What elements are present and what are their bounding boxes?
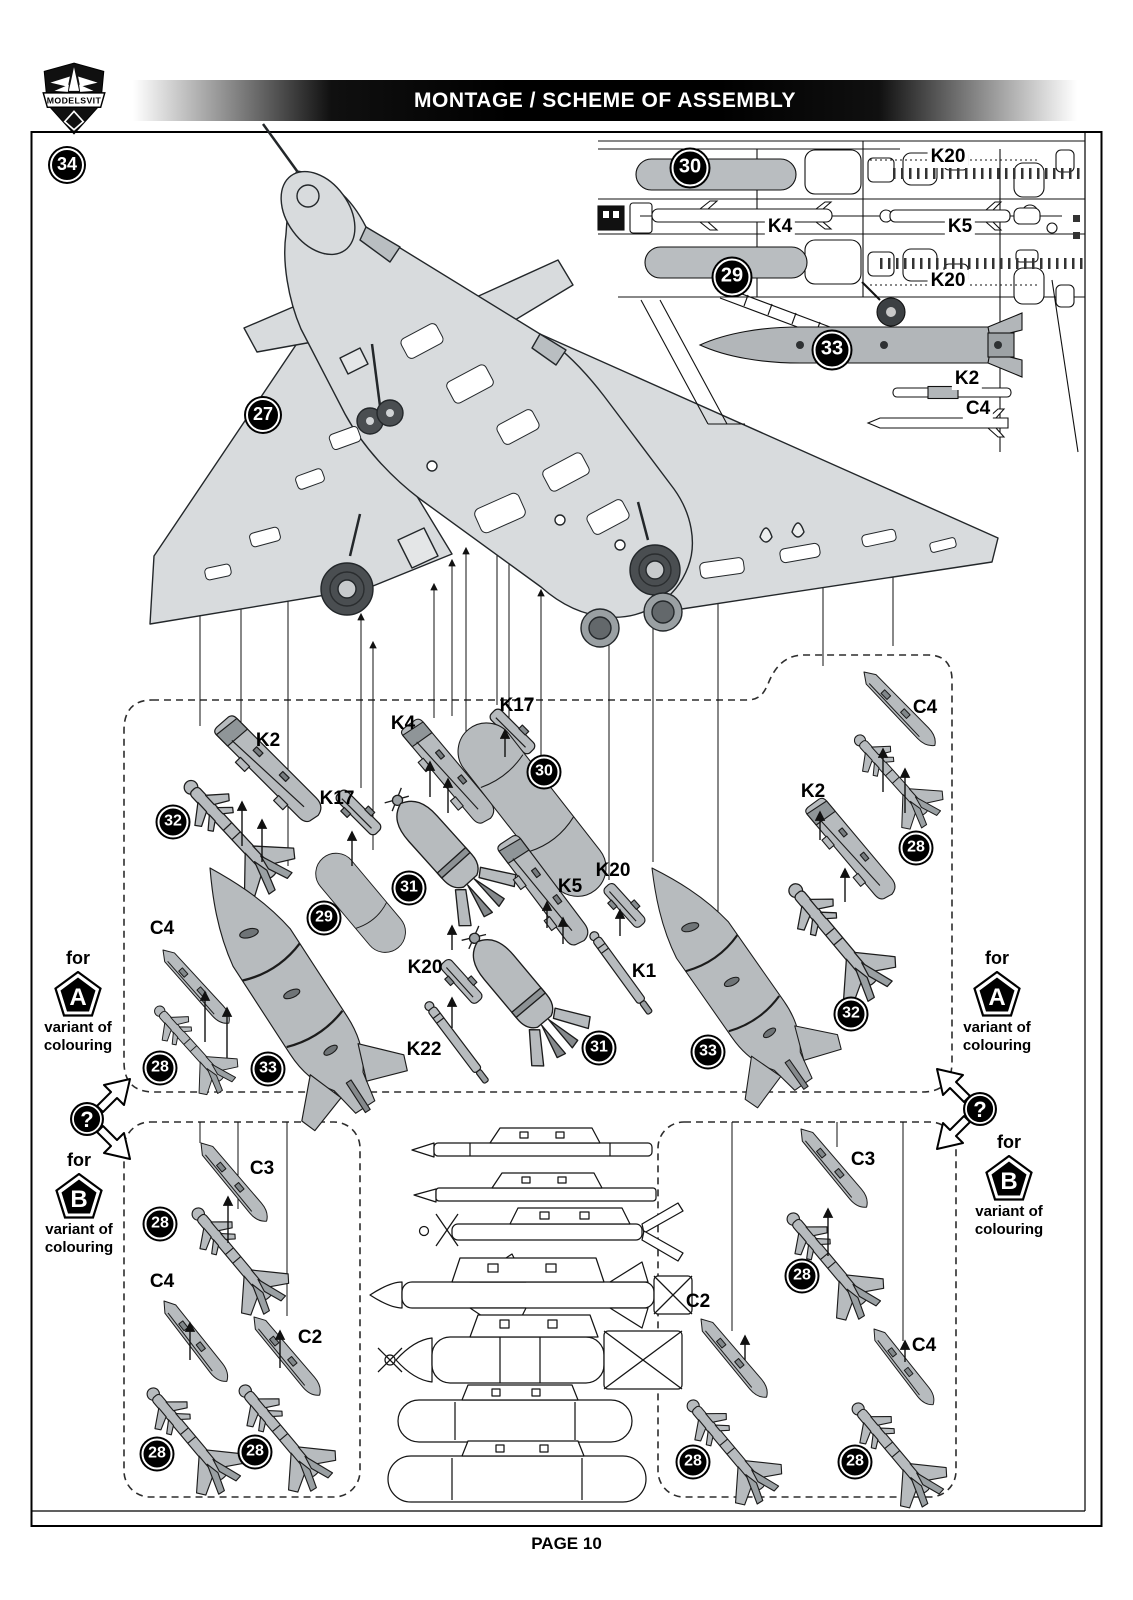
- svg-text:A: A: [69, 984, 87, 1011]
- part-label-k20: K20: [407, 957, 443, 978]
- for-label: for: [997, 1132, 1021, 1152]
- callout-28: 28: [142, 1439, 173, 1470]
- part-label-c2: C2: [685, 1291, 711, 1312]
- callout-28: 28: [145, 1053, 176, 1084]
- callout-28: 28: [840, 1447, 871, 1478]
- variant-note-text: variant of colouring: [974, 1203, 1044, 1238]
- part-label-k2: K2: [255, 730, 281, 751]
- callout-31: 31: [584, 1033, 615, 1064]
- callout-34: 34: [50, 148, 84, 182]
- part-label-c4: C4: [911, 1335, 937, 1356]
- part-label-k17: K17: [319, 788, 355, 809]
- pentagon-b-icon: [55, 1173, 103, 1219]
- colouring-choice-question-icon: [920, 1049, 1040, 1169]
- part-label-c4: C4: [149, 1271, 175, 1292]
- pentagon-a-icon: [54, 971, 102, 1017]
- part-label-c4: C4: [912, 697, 938, 718]
- part-label-c4: C4: [149, 918, 175, 939]
- callout-32: 32: [158, 807, 189, 838]
- svg-text:B: B: [70, 1186, 88, 1213]
- variant-note-text: variant of colouring: [962, 1019, 1032, 1054]
- part-label-c4: C4: [963, 398, 993, 420]
- callout-27: 27: [246, 398, 280, 432]
- callout-33: 33: [693, 1037, 724, 1068]
- callout-28: 28: [901, 833, 932, 864]
- callout-32: 32: [836, 999, 867, 1030]
- part-label-k5: K5: [945, 216, 975, 238]
- for-label: for: [67, 1150, 91, 1170]
- part-label-k20: K20: [595, 860, 631, 881]
- part-label-k22: K22: [406, 1039, 442, 1060]
- part-label-k2: K2: [800, 781, 826, 802]
- part-label-c3: C3: [850, 1149, 876, 1170]
- for-label: for: [66, 948, 90, 968]
- stores-outline-profiles: [370, 1128, 692, 1502]
- callout-28: 28: [678, 1447, 709, 1478]
- part-label-k4: K4: [765, 216, 795, 238]
- callout-28: 28: [240, 1437, 271, 1468]
- part-label-k20: K20: [928, 270, 969, 292]
- svg-text:A: A: [988, 984, 1006, 1011]
- aircraft-bottom-view: [150, 124, 998, 647]
- callout-30: 30: [529, 757, 560, 788]
- callout-29: 29: [309, 903, 340, 934]
- svg-text:?: ?: [80, 1107, 94, 1132]
- callout-33: 33: [814, 332, 851, 369]
- callout-29: 29: [714, 259, 751, 296]
- variant-note-a-left: [23, 948, 133, 1054]
- page-title: MONTAGE / SCHEME OF ASSEMBLY: [414, 89, 796, 112]
- svg-text:?: ?: [973, 1097, 987, 1122]
- colouring-choice-question-icon: [27, 1059, 147, 1179]
- part-label-k4: K4: [390, 713, 416, 734]
- callout-31: 31: [394, 873, 425, 904]
- variant-note-text: variant of colouring: [44, 1221, 114, 1256]
- part-label-k2: K2: [952, 368, 982, 390]
- callout-28: 28: [787, 1261, 818, 1292]
- svg-text:B: B: [1000, 1168, 1018, 1195]
- part-label-c3: C3: [249, 1158, 275, 1179]
- for-label: for: [985, 948, 1009, 968]
- pentagon-a-icon: [973, 971, 1021, 1017]
- part-label-k20: K20: [928, 146, 969, 168]
- brand-text: MODELSVIT: [46, 95, 102, 106]
- callout-33: 33: [253, 1054, 284, 1085]
- page-number: PAGE 10: [531, 1534, 602, 1553]
- variant-note-a-right: [942, 948, 1052, 1054]
- part-label-c2: C2: [297, 1327, 323, 1348]
- callout-30: 30: [672, 150, 709, 187]
- part-label-k1: K1: [631, 961, 657, 982]
- callout-28: 28: [145, 1209, 176, 1240]
- part-label-k17: K17: [499, 695, 535, 716]
- part-label-k5: K5: [557, 876, 583, 897]
- variant-note-text: variant of colouring: [43, 1019, 113, 1054]
